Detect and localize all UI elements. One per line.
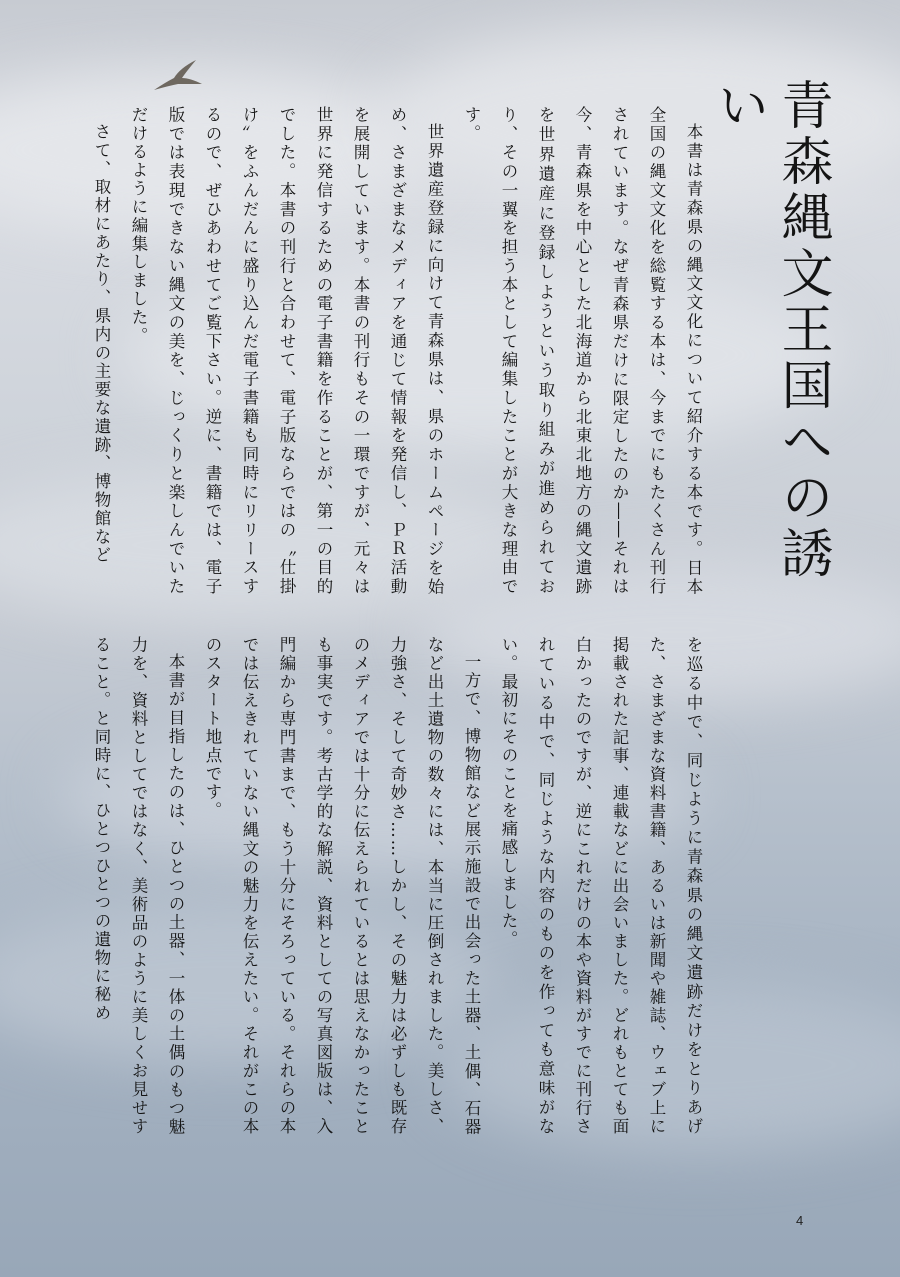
bird-icon: [150, 56, 206, 96]
paragraph: 世界遺産登録に向けて青森県は、県のホームページを始め、さまざまなメディアを通じて情報を発信し、ＰＲ活動を展開しています。本書の刊行もその一環ですが、元々は世界に発信するための電子書籍を作ることが、第一の目的でした。本書の刊行と合わせて、電子版ならではの〝仕掛け〟をふんだんに盛り込んだ電子書籍も同時にリリースするので、ぜひあわせてご覧下さい。逆に、書籍では、電子版では表現できない縄文の美を、じっくりと楽しんでいただけるように編集しました。: [129, 106, 444, 596]
paragraph: 本書が目指したのは、ひとつの土器、一体の土偶のもつ魅力を、資料としてではなく、美術品のように美しくお見せすること。と同時に、ひとつひとつの遺物に秘め: [92, 636, 185, 1136]
paragraph: 本書は青森県の縄文文化について紹介する本です。日本全国の縄文文化を総覧する本は、今までにもたくさん刊行されています。なぜ青森県だけに限定したのか――それは今、青森県を中心とした北海道から北東北地方の縄文遺跡を世界遺産に登録しようという取り組みが進められており、その一翼を担う本として編集したことが大きな理由です。: [462, 106, 703, 596]
paragraph: 一方で、博物館など展示施設で出会った土器、土偶、石器など出土遺物の数々には、本当に圧倒されました。美しさ、力強さ、そして奇妙さ……しかし、その魅力は必ずしも既存のメディアでは十分に伝えられているとは思えなかったことも事実です。考古学的な解説、資料としての写真図版は、入門編から専門書まで、もう十分にそろっている。それらの本では伝えきれていない縄文の魅力を伝えたい。それがこの本のスタート地点です。: [203, 636, 481, 1136]
page-number: 4: [796, 1213, 804, 1228]
paragraph: さて、取材にあたり、県内の主要な遺跡、博物館など: [92, 122, 111, 565]
lower-text-block: [92, 636, 712, 1136]
upper-text-block: [92, 106, 712, 596]
paragraph: を巡る中で、同じように青森県の縄文遺跡だけをとりあげた、さまざまな資料書籍、あるいは新聞や雑誌、ウェブ上に掲載された記事、連載などに出会いました。どれもとても面白かったのですが、逆にこれだけの本や資料がすでに刊行されている中で、同じような内容のものを作っても意味がない。最初にそのことを痛感しました。: [499, 636, 703, 1136]
page-title: 青森縄文王国への誘い: [708, 78, 832, 582]
